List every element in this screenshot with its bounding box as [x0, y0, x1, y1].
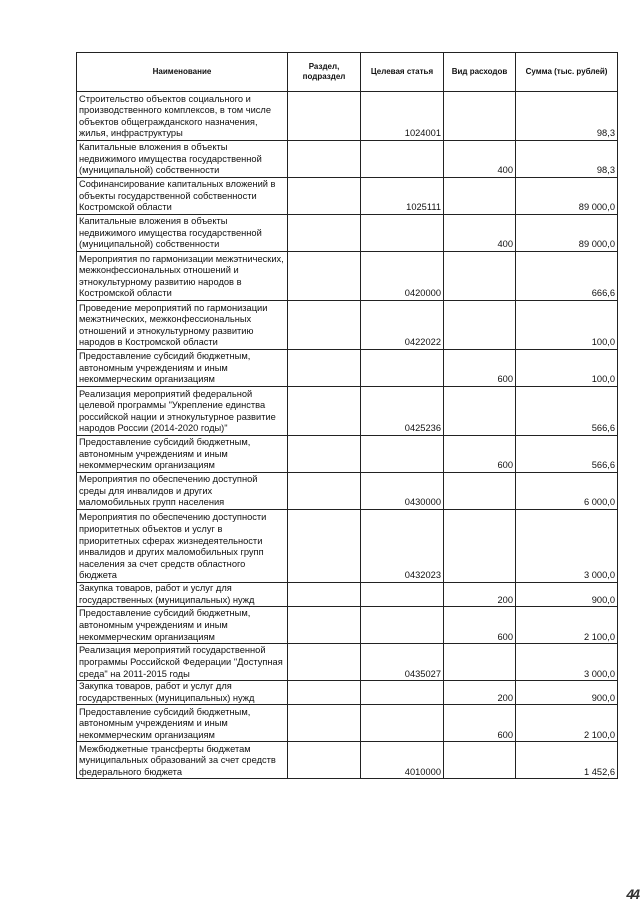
table-row: [77, 510, 618, 583]
row-article: [361, 215, 444, 252]
row-name: Реализация мероприятий федеральной целевой программы "Укрепление единства российской нации и этнокультурное развитие народов России (2014-2020 годы)": [77, 387, 288, 436]
row-section: [288, 301, 361, 350]
row-name: Реализация мероприятий государственной программы Российской Федерации "Доступная среда" на 2011-2015 годы: [77, 644, 288, 681]
row-name: Межбюджетные трансферты бюджетам муниципальных образований за счет средств федерального бюджета: [77, 742, 288, 779]
row-expense: 600: [444, 436, 516, 473]
header-name: Наименование: [77, 53, 288, 92]
row-sum: 98,3: [516, 141, 618, 178]
row-sum: 1 452,6: [516, 742, 618, 779]
row-name: Мероприятия по обеспечению доступной среды для инвалидов и других маломобильных групп населения: [77, 473, 288, 510]
table-row: [77, 644, 618, 681]
row-section: [288, 510, 361, 583]
row-sum: 89 000,0: [516, 215, 618, 252]
row-article: [361, 141, 444, 178]
row-sum: 6 000,0: [516, 473, 618, 510]
row-article: [361, 705, 444, 742]
table-row: [77, 215, 618, 252]
table-row: [77, 301, 618, 350]
row-expense: [444, 644, 516, 681]
row-section: [288, 644, 361, 681]
row-name: Капитальные вложения в объекты недвижимого имущества государственной (муниципальной) собственности: [77, 141, 288, 178]
row-expense: [444, 92, 516, 141]
row-sum: 3 000,0: [516, 644, 618, 681]
row-sum: 3 000,0: [516, 510, 618, 583]
row-article: 0430000: [361, 473, 444, 510]
row-article: [361, 607, 444, 644]
row-name: Предоставление субсидий бюджетным, автономным учреждениям и иным некоммерческим организациям: [77, 350, 288, 387]
row-sum: 98,3: [516, 92, 618, 141]
row-section: [288, 350, 361, 387]
row-article: 0432023: [361, 510, 444, 583]
row-sum: 900,0: [516, 681, 618, 705]
row-name: Предоставление субсидий бюджетным, автономным учреждениям и иным некоммерческим организациям: [77, 436, 288, 473]
row-section: [288, 583, 361, 607]
row-expense: [444, 473, 516, 510]
row-expense: [444, 742, 516, 779]
row-name: Закупка товаров, работ и услуг для государственных (муниципальных) нужд: [77, 681, 288, 705]
page-mark: 44: [626, 886, 638, 902]
table-row: [77, 350, 618, 387]
row-sum: 2 100,0: [516, 705, 618, 742]
row-name: Проведение мероприятий по гармонизации межэтнических, межконфессиональных отношений и этнокультурному развитию народов в Костромской области: [77, 301, 288, 350]
row-expense: [444, 178, 516, 215]
row-section: [288, 473, 361, 510]
table-row: [77, 92, 618, 141]
row-expense: 200: [444, 681, 516, 705]
row-article: 0420000: [361, 252, 444, 301]
row-article: [361, 436, 444, 473]
row-expense: 600: [444, 350, 516, 387]
row-sum: 566,6: [516, 387, 618, 436]
row-expense: [444, 387, 516, 436]
row-section: [288, 742, 361, 779]
row-article: 4010000: [361, 742, 444, 779]
row-section: [288, 681, 361, 705]
table-row: [77, 742, 618, 779]
row-expense: 400: [444, 215, 516, 252]
table-row: [77, 681, 618, 705]
row-sum: 100,0: [516, 350, 618, 387]
row-sum: 666,6: [516, 252, 618, 301]
row-name: Мероприятия по гармонизации межэтнических, межконфессиональных отношений и этнокультурному развитию народов в Костромской области: [77, 252, 288, 301]
row-sum: 100,0: [516, 301, 618, 350]
row-name: Строительство объектов социального и производственного комплексов, в том числе объектов общегражданского назначения, жилья, инфраструктуры: [77, 92, 288, 141]
row-article: 1025111: [361, 178, 444, 215]
row-expense: [444, 252, 516, 301]
row-name: Предоставление субсидий бюджетным, автономным учреждениям и иным некоммерческим организациям: [77, 705, 288, 742]
header-sum: Сумма (тыс. рублей): [516, 53, 618, 92]
table-row: [77, 583, 618, 607]
table-row: [77, 252, 618, 301]
row-section: [288, 705, 361, 742]
row-name: Капитальные вложения в объекты недвижимого имущества государственной (муниципальной) собственности: [77, 215, 288, 252]
header-section: Раздел, подраздел: [288, 53, 361, 92]
row-article: [361, 583, 444, 607]
row-section: [288, 178, 361, 215]
row-expense: 600: [444, 705, 516, 742]
row-sum: 900,0: [516, 583, 618, 607]
row-sum: 89 000,0: [516, 178, 618, 215]
row-section: [288, 387, 361, 436]
table-header-row: [77, 53, 618, 92]
row-expense: [444, 510, 516, 583]
row-section: [288, 607, 361, 644]
row-name: Закупка товаров, работ и услуг для государственных (муниципальных) нужд: [77, 583, 288, 607]
table-row: [77, 436, 618, 473]
row-article: [361, 681, 444, 705]
table-row: [77, 178, 618, 215]
row-sum: 566,6: [516, 436, 618, 473]
table-body: [77, 92, 618, 779]
row-article: 1024001: [361, 92, 444, 141]
row-article: 0422022: [361, 301, 444, 350]
row-sum: 2 100,0: [516, 607, 618, 644]
row-name: Софинансирование капитальных вложений в объекты государственной собственности Костромской области: [77, 178, 288, 215]
table-row: [77, 607, 618, 644]
header-article: Целевая статья: [361, 53, 444, 92]
row-article: 0425236: [361, 387, 444, 436]
table-row: [77, 387, 618, 436]
table-row: [77, 473, 618, 510]
row-name: Мероприятия по обеспечению доступности приоритетных объектов и услуг в приоритетных сферах жизнедеятельности инвалидов и других маломобильных групп населения за счет средств областного бюджета: [77, 510, 288, 583]
row-article: [361, 350, 444, 387]
row-section: [288, 92, 361, 141]
row-section: [288, 436, 361, 473]
row-article: 0435027: [361, 644, 444, 681]
row-section: [288, 141, 361, 178]
row-expense: 600: [444, 607, 516, 644]
row-expense: [444, 301, 516, 350]
table-row: [77, 141, 618, 178]
row-expense: 400: [444, 141, 516, 178]
row-section: [288, 215, 361, 252]
header-expense: Вид расходов: [444, 53, 516, 92]
budget-table: [76, 52, 618, 779]
table-row: [77, 705, 618, 742]
row-expense: 200: [444, 583, 516, 607]
row-name: Предоставление субсидий бюджетным, автономным учреждениям и иным некоммерческим организациям: [77, 607, 288, 644]
row-section: [288, 252, 361, 301]
